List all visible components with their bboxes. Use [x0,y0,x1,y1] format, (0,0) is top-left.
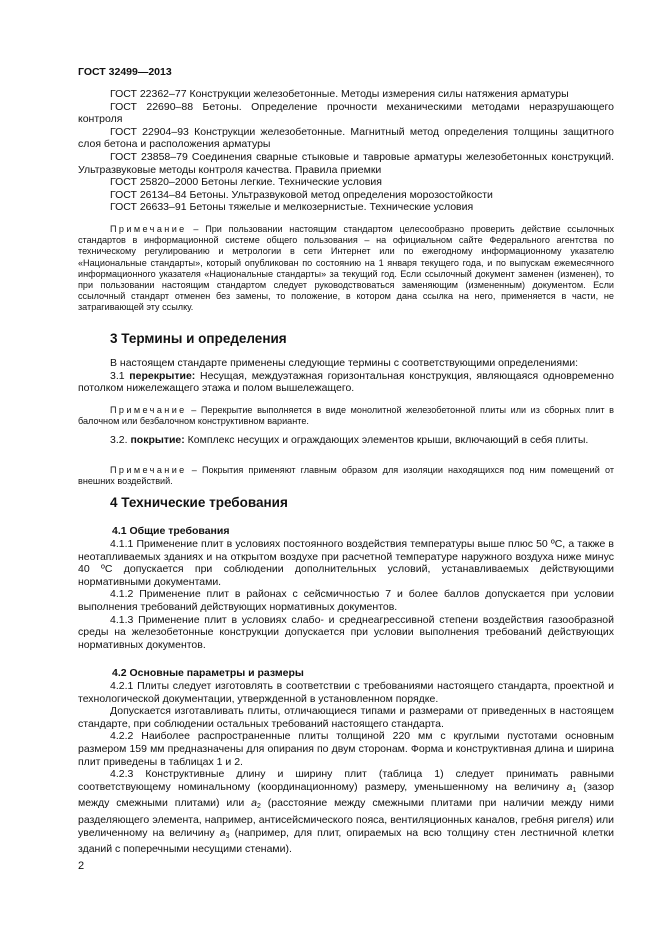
paragraph: 4.1.3 Применение плит в условиях слабо- и среднеагрессивной степени воздействия газообразной среды на железобетонные конструкции допускается при условии выполнения требований действующих нормативных документов. [78,613,614,651]
note-label: Примечание [110,224,187,234]
term-note: Примечание – Перекрытие выполняется в виде монолитной железобетонной плиты или из сборных плит в балочном или безбалочном конструктивном варианте. [78,405,614,427]
paragraph: 4.2.1 Плиты следует изготовлять в соответствии с требованиями настоящего стандарта, проектной и технологической документации, утвержденной в установленном порядке. [78,680,614,705]
term-definition: 3.1 перекрытие: Несущая, междуэтажная горизонтальная конструкция, являющаяся одновременно потолком нижележащего этажа и полом вышележащего. [78,369,615,395]
reference-item: ГОСТ 22362–77 Конструкции железобетонные. Методы измерения силы натяжения арматуры [110,88,569,100]
term-name: покрытие: [130,434,185,446]
term-definition-2: 3.2. покрытие: Комплекс несущих и ограждающих элементов крыши, включающий в себя плиты. [110,434,589,446]
reference-item: ГОСТ 26134–84 Бетоны. Ультразвуковой метод определения морозостойкости [110,188,493,201]
subsection-4-1-title: 4.1 Общие требования [112,525,230,537]
references-note [78,224,614,314]
section-3-intro: В настоящем стандарте применены следующие термины с соответствующими определениями: [110,357,579,369]
term-note-2: Примечание – Покрытия применяют главным образом для изоляции находящихся под ним помещений от внешних воздействий. [78,465,614,487]
paragraph: 4.1.1 Применение плит в условиях постоянного воздействия температуры выше плюс 50 ºС, а также в неотапливаемых зданиях и на открытом воздухе при расчетной температуре наружного воздуха ниже минус 40 ºС допускается при соблюдении дополнительных условий, устанавливаемых действующими нормативными документами. [78,538,614,588]
section-3-body [78,357,614,395]
paragraph: 4.2.3 Конструктивные длину и ширину плит (таблица 1) следует принимать равными соответствующему номинальному (координационному) размеру, уменьшенному на величину $a_1$ (зазор между смежными плитами) или $a_2$ (расстояние между смежными плитами при наличии между ними разделяющего элемента, например, антисейсмического пояса, вентиляционных каналов, гребня ригеля) или увеличенному на величину $a_3$ (например, для плит, опираемых на всю толщину стен лестничной клетки зданий с поперечными несущими стенами). [78,768,614,856]
section-3-title: 3 Термины и определения [110,331,287,346]
page-number: 2 [78,860,85,872]
subsection-4-1-body [78,538,614,651]
document-header: ГОСТ 32499—2013 [78,66,172,78]
reference-item: ГОСТ 22904–93 Конструкции железобетонные. Магнитный метод определения толщины защитного слоя бетона и расположения арматуры [78,125,614,151]
subsection-4-2-body [78,680,614,856]
section-4-title: 4 Технические требования [110,495,288,510]
paragraph: 4.2.2 Наиболее распространенные плиты толщиной 220 мм с круглыми пустотами основным размером 159 мм предназначены для опирания по двум сторонам. Форма и конструктивная длина и ширина плит приведены в таблицах 1 и 2. [78,730,614,768]
normative-references [78,88,614,214]
note-text: – При пользовании настоящим стандартом целесообразно проверить действие ссылочных стандартов в информационной системе общего пользования – на официальном сайте Федерального агентства по техническому регулированию и метрологии в сети Интернет или по ежегодному информационному указателю «Национальные стандарты», который опубликован по состоянию на 1 января текущего года, и по выпускам ежемесячного информационного указателя «Национальные стандарты» за текущий год. Если ссылочный документ заменен (изменен), то при пользовании настоящим стандартом следует руководствоваться заменяющим (измененным) документом. Если ссылочный стандарт отменен без замены, то положение, в котором дана ссылка на него, применяется в части, не затрагивающей эту ссылку. [78,224,614,313]
reference-item: ГОСТ 25820–2000 Бетоны легкие. Технические условия [110,176,382,189]
paragraph: Допускается изготавливать плиты, отличающиеся типами и размерами от приведенных в настоящем стандарте, при соблюдении остальных требований настоящего стандарта. [78,705,614,730]
subsection-4-2-title: 4.2 Основные параметры и размеры [112,667,304,679]
reference-item: ГОСТ 22690–88 Бетоны. Определение прочности механическими методами неразрушающего контроля [78,100,614,126]
paragraph: 4.1.2 Применение плит в районах с сейсмичностью 7 и более баллов допускается при условии выполнения требований действующих нормативных документов. [78,588,614,613]
reference-item: ГОСТ 26633–91 Бетоны тяжелые и мелкозернистые. Технические условия [110,201,474,214]
reference-item: ГОСТ 23858–79 Соединения сварные стыковые и тавровые арматуры железобетонных конструкций. Ультразвуковые методы контроля качества. Правила приемки [78,150,614,176]
term-name: перекрытие: [129,369,196,382]
